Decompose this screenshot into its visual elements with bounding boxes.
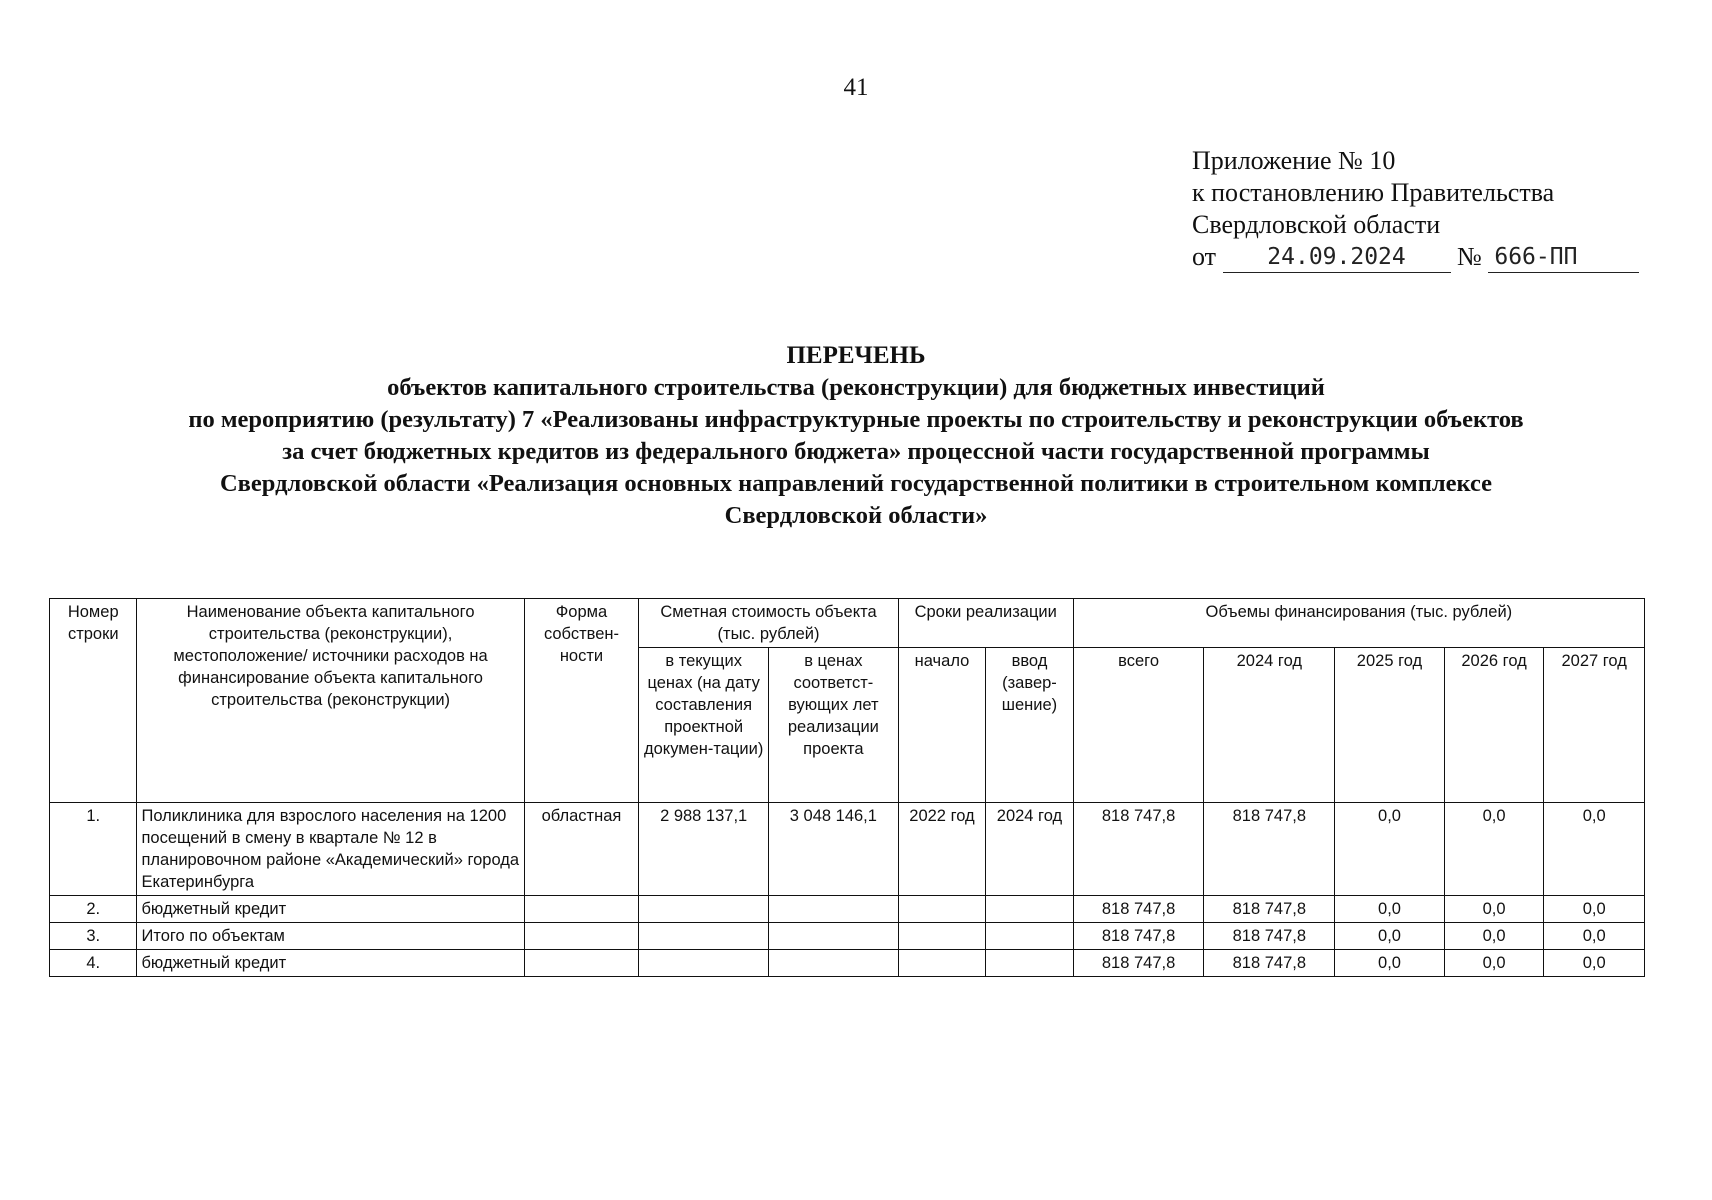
row-number: 3. — [50, 923, 137, 950]
appendix-date-line — [1192, 241, 1639, 273]
number-value: 666-ПП — [1488, 244, 1639, 273]
row-start — [898, 950, 985, 977]
header-row-number: Номер строки — [50, 599, 137, 803]
date-value: 24.09.2024 — [1223, 244, 1451, 273]
number-prefix: № — [1457, 242, 1482, 271]
row-cost-years — [769, 896, 899, 923]
row-ownership: областная — [524, 803, 639, 896]
appendix-title: Приложение № 10 — [1192, 146, 1396, 175]
row-2025: 0,0 — [1335, 923, 1445, 950]
row-2026: 0,0 — [1444, 950, 1544, 977]
row-total: 818 747,8 — [1073, 950, 1204, 977]
row-2024: 818 747,8 — [1204, 803, 1335, 896]
row-name: Итого по объектам — [137, 923, 524, 950]
row-end — [986, 896, 1074, 923]
header-cost-years: в ценах соответст-вующих лет реализации проекта — [769, 648, 899, 803]
row-start: 2022 год — [898, 803, 985, 896]
header-term-start: начало — [898, 648, 985, 803]
table-row — [50, 803, 1645, 896]
row-ownership — [524, 950, 639, 977]
header-2025: 2025 год — [1335, 648, 1445, 803]
row-2025: 0,0 — [1335, 950, 1445, 977]
header-cost-current: в текущих ценах (на дату составления проектной докумен-тации) — [639, 648, 769, 803]
header-object-name: Наименование объекта капитального строительства (реконструкции), местоположение/ источники расходов на финансирование объекта капитального строительства (реконструкции) — [137, 599, 524, 803]
row-cost-current: 2 988 137,1 — [639, 803, 769, 896]
row-cost-current — [639, 896, 769, 923]
objects-table — [49, 598, 1645, 977]
date-prefix: от — [1192, 242, 1217, 271]
row-2025: 0,0 — [1335, 896, 1445, 923]
row-2024: 818 747,8 — [1204, 923, 1335, 950]
page-number: 41 — [843, 74, 869, 101]
appendix-block — [1192, 145, 1639, 273]
row-end — [986, 923, 1074, 950]
appendix-region: Свердловской области — [1192, 210, 1441, 239]
row-ownership — [524, 896, 639, 923]
row-2027: 0,0 — [1544, 923, 1645, 950]
row-2026: 0,0 — [1444, 923, 1544, 950]
row-cost-current — [639, 950, 769, 977]
row-number: 4. — [50, 950, 137, 977]
table-row — [50, 896, 1645, 923]
header-2024: 2024 год — [1204, 648, 1335, 803]
heading-line-3: по мероприятию (результату) 7 «Реализованы инфраструктурные проекты по строительству и реконструкции объектов — [188, 406, 1524, 433]
header-2027: 2027 год — [1544, 648, 1645, 803]
table-row — [50, 923, 1645, 950]
row-cost-years — [769, 923, 899, 950]
header-funding: Объемы финансирования (тыс. рублей) — [1073, 599, 1644, 648]
row-name: бюджетный кредит — [137, 896, 524, 923]
heading-line-6: Свердловской области» — [724, 502, 988, 529]
row-end: 2024 год — [986, 803, 1074, 896]
row-2026: 0,0 — [1444, 896, 1544, 923]
heading-line-5: Свердловской области «Реализация основных направлений государственной политики в строительном комплексе — [219, 470, 1493, 497]
header-ownership: Форма собствен-ности — [524, 599, 639, 803]
row-total: 818 747,8 — [1073, 803, 1204, 896]
header-term-end: ввод (завер-шение) — [986, 648, 1074, 803]
heading-title: ПЕРЕЧЕНЬ — [786, 342, 926, 369]
document-heading — [40, 340, 1672, 532]
row-2024: 818 747,8 — [1204, 896, 1335, 923]
row-2027: 0,0 — [1544, 896, 1645, 923]
table-row — [50, 950, 1645, 977]
row-number: 1. — [50, 803, 137, 896]
row-2025: 0,0 — [1335, 803, 1445, 896]
appendix-resolution: к постановлению Правительства — [1192, 178, 1555, 207]
header-total: всего — [1073, 648, 1204, 803]
row-2026: 0,0 — [1444, 803, 1544, 896]
row-total: 818 747,8 — [1073, 923, 1204, 950]
row-cost-years: 3 048 146,1 — [769, 803, 899, 896]
row-cost-years — [769, 950, 899, 977]
row-2024: 818 747,8 — [1204, 950, 1335, 977]
row-cost-current — [639, 923, 769, 950]
row-ownership — [524, 923, 639, 950]
row-start — [898, 923, 985, 950]
row-name: Поликлиника для взрослого населения на 1200 посещений в смену в квартале № 12 в планировочном районе «Академический» города Екатеринбурга — [137, 803, 524, 896]
header-estimated-cost: Сметная стоимость объекта (тыс. рублей) — [639, 599, 898, 648]
header-terms: Сроки реализации — [898, 599, 1073, 648]
row-end — [986, 950, 1074, 977]
row-number: 2. — [50, 896, 137, 923]
heading-line-4: за счет бюджетных кредитов из федерального бюджета» процессной части государственной программы — [282, 438, 1430, 465]
row-total: 818 747,8 — [1073, 896, 1204, 923]
row-2027: 0,0 — [1544, 803, 1645, 896]
heading-line-2: объектов капитального строительства (реконструкции) для бюджетных инвестиций — [387, 374, 1325, 401]
row-name: бюджетный кредит — [137, 950, 524, 977]
header-2026: 2026 год — [1444, 648, 1544, 803]
row-start — [898, 896, 985, 923]
row-2027: 0,0 — [1544, 950, 1645, 977]
